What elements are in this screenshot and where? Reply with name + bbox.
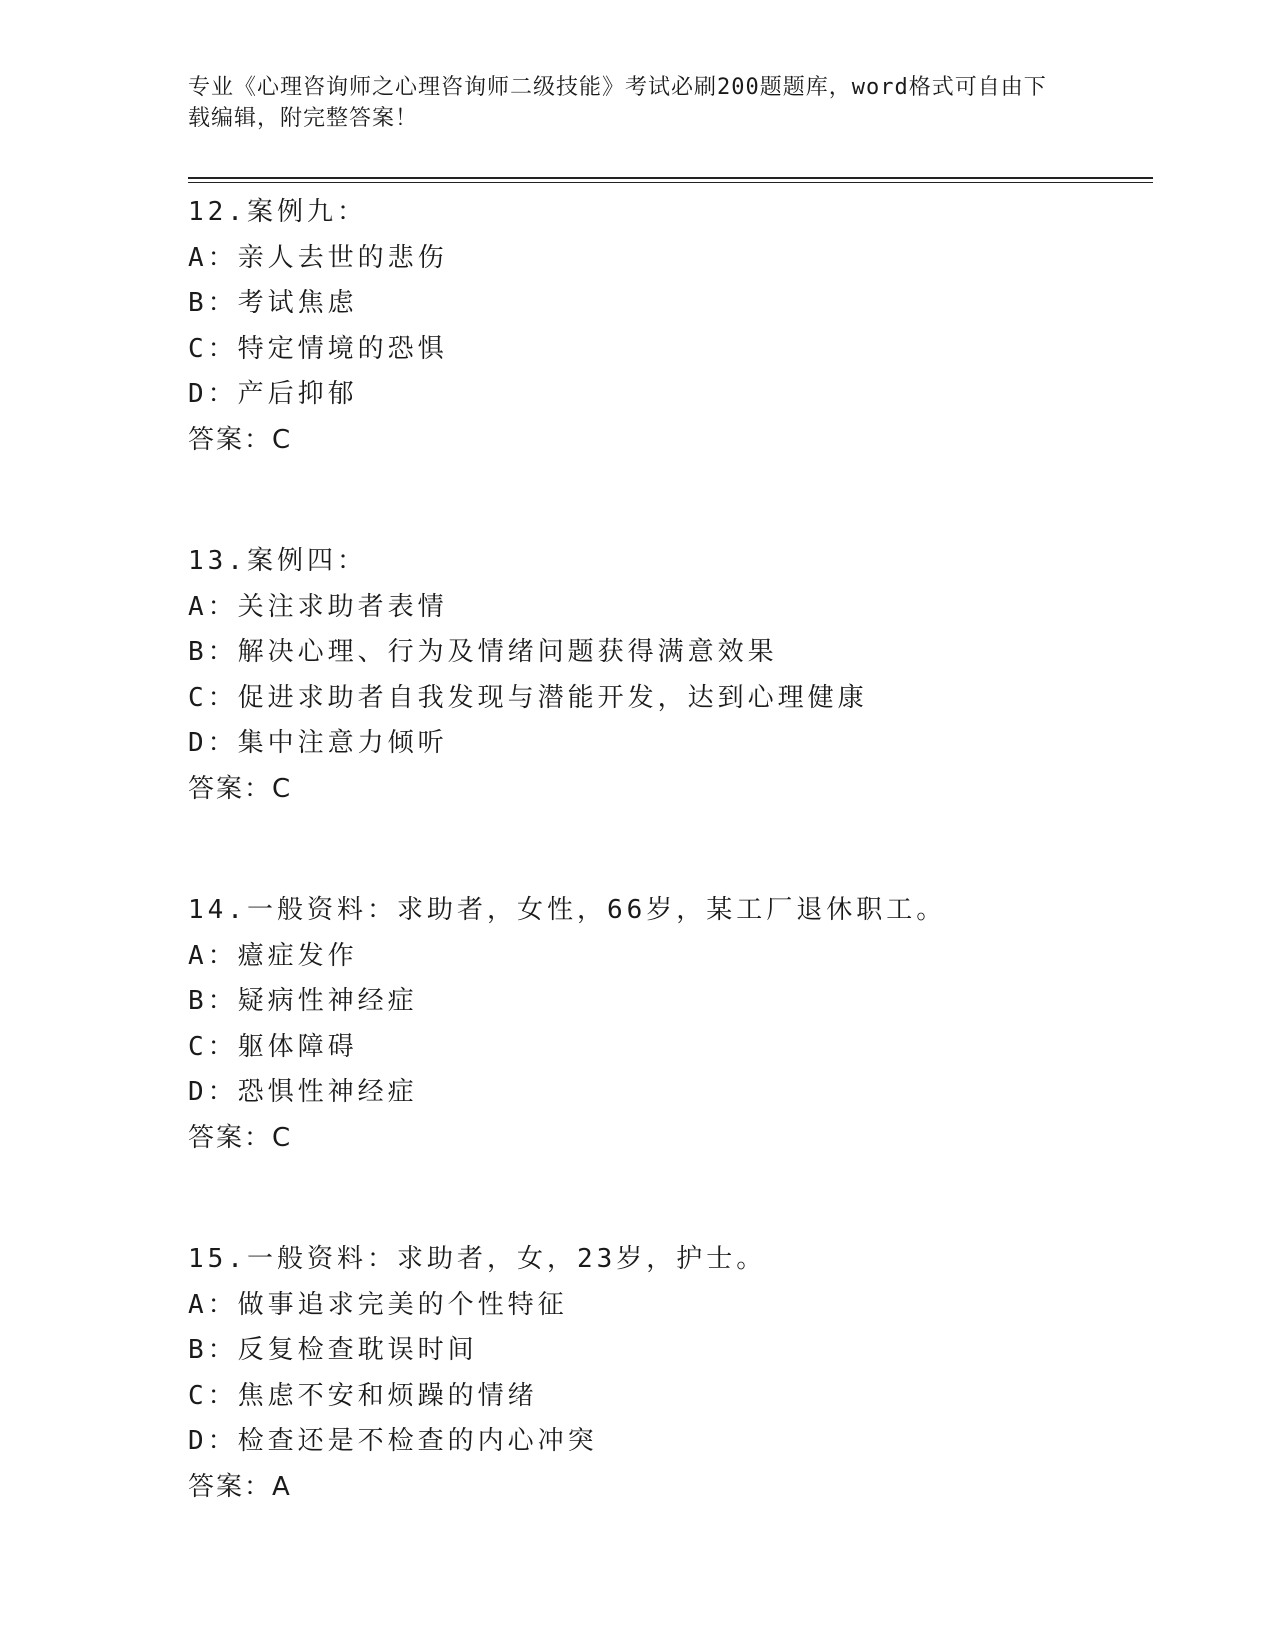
option-c: C：躯体障碍 — [188, 1031, 358, 1062]
question-12 — [188, 190, 1148, 463]
question-title: 13.案例四： — [188, 546, 367, 576]
question-title: 12.案例九： — [188, 197, 367, 227]
option-a: A：关注求助者表情 — [188, 591, 448, 622]
option-b: B：解决心理、行为及情绪问题获得满意效果 — [188, 637, 778, 667]
option-a: A：亲人去世的悲伤 — [188, 242, 448, 273]
option-c: C：特定情境的恐惧 — [188, 333, 448, 364]
question-13 — [188, 539, 1148, 812]
option-a: A：做事追求完美的个性特征 — [188, 1289, 568, 1320]
answer: 答案：A — [188, 1471, 292, 1502]
question-list — [188, 190, 1148, 1586]
question-14 — [188, 888, 1148, 1161]
option-b: B：疑病性神经症 — [188, 986, 418, 1016]
answer: 答案：C — [188, 424, 293, 455]
header-divider-thin — [188, 182, 1153, 183]
header-divider-thick — [188, 177, 1153, 179]
option-d: D：产后抑郁 — [188, 379, 358, 409]
answer: 答案：C — [188, 773, 293, 804]
option-a: A：癔症发作 — [188, 940, 358, 971]
answer: 答案：C — [188, 1122, 293, 1153]
option-b: B：反复检查耽误时间 — [188, 1335, 478, 1365]
option-d: D：集中注意力倾听 — [188, 728, 448, 758]
option-d: D：检查还是不检查的内心冲突 — [188, 1426, 598, 1456]
question-title: 15.一般资料：求助者，女，23岁，护士。 — [188, 1244, 767, 1274]
question-15 — [188, 1237, 1148, 1510]
option-c: C：焦虑不安和烦躁的情绪 — [188, 1380, 538, 1411]
option-b: B：考试焦虑 — [188, 288, 358, 318]
option-c: C：促进求助者自我发现与潜能开发，达到心理健康 — [188, 682, 868, 713]
question-title: 14.一般资料：求助者，女性，66岁，某工厂退休职工。 — [188, 895, 947, 925]
option-d: D：恐惧性神经症 — [188, 1077, 418, 1107]
document-header: 专业《心理咨询师之心理咨询师二级技能》考试必刷200题题库，word格式可自由下载编辑，附完整答案！ — [188, 75, 1047, 131]
